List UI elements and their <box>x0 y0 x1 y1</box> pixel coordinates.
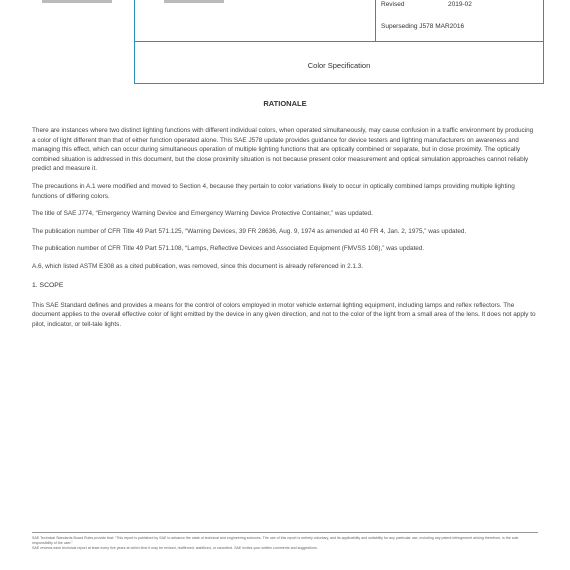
publisher-logo-fragment <box>42 0 112 3</box>
header-divider-vertical <box>375 0 376 41</box>
superseding-label: Superseding J578 MAR2016 <box>381 23 465 30</box>
rationale-heading: RATIONALE <box>263 99 307 108</box>
document-body <box>32 95 538 337</box>
scope-heading: 1. SCOPE <box>32 281 64 289</box>
scope-paragraph: This SAE Standard defines and provides a means for the control of colors employed in motor vehicle external lighting equipment, including lamps and reflex reflectors. The document applies to the overall effective color of light emitted by the device in any given direction, and not to the color of the light from a small area of the lens. It does not apply to pilot, indicator, or tell-tale lights. <box>32 301 536 328</box>
rationale-paragraph-2: The precautions in A.1 were modified and moved to Section 4, because they pertain to color variations likely to occur in optically combined lamps providing multiple lighting functions of differing colors. <box>32 182 515 200</box>
document-header-box <box>134 0 544 84</box>
footer-divider <box>32 532 538 533</box>
rationale-paragraph-4: The publication number of CFR Title 49 Part 571.125, “Warning Devices, 39 FR 28636, Aug. 9, 1974 as amended at 40 FR 4, Jan. 2, 1975,” was updated. <box>32 227 467 235</box>
rationale-paragraph-1: There are instances where two distinct lighting functions with different individual colors, when operated simultaneously, may cause confusion in a traffic environment by producing a color of light different than that of either function operated alone. This SAE J578 update provides guidance for device testers and lighting manufacturers on awareness and managing this effect, which can occur during simultaneous operation of multiple lighting functions that are optically combined or separate, but in close proximity. The optically combined situation is addressed in this document, but the close proximity situation is not because present color measurement and optical simulation approaches cannot reliably predict and measure it. <box>32 127 534 173</box>
header-divider-horizontal <box>135 41 543 42</box>
footer-line-2: SAE reviews each technical report at least every five years at which time it may be revised, reaffirmed, stabilized, or cancelled. SAE invites your written comments and suggestions. <box>32 546 318 550</box>
rationale-paragraph-5: The publication number of CFR Title 49 Part 571.108, “Lamps, Reflective Devices and Associated Equipment (FMVSS 108),” was updated. <box>32 245 425 253</box>
footer-line-1: SAE Technical Standards Board Rules provide that: “This report is published by SAE to advance the state of technical and engineering sciences. The use of this report is entirely voluntary, and its applicability and suitability for any particular use, including any patent infringement arising therefrom, is the sole responsibility of the user.” <box>32 536 519 545</box>
rationale-paragraph-6: A.6, which listed ASTM E308 as a cited publication, was removed, since this document is already referenced in 2.1.3. <box>32 262 364 270</box>
revised-value: 2019-02 <box>448 1 472 8</box>
rationale-paragraph-3: The title of SAE J774, “Emergency Warning Device and Emergency Warning Device Protective Container,” was updated. <box>32 210 373 218</box>
footer-notice <box>32 536 538 551</box>
document-title: Color Specification <box>307 61 371 70</box>
revised-label: Revised <box>381 1 405 8</box>
